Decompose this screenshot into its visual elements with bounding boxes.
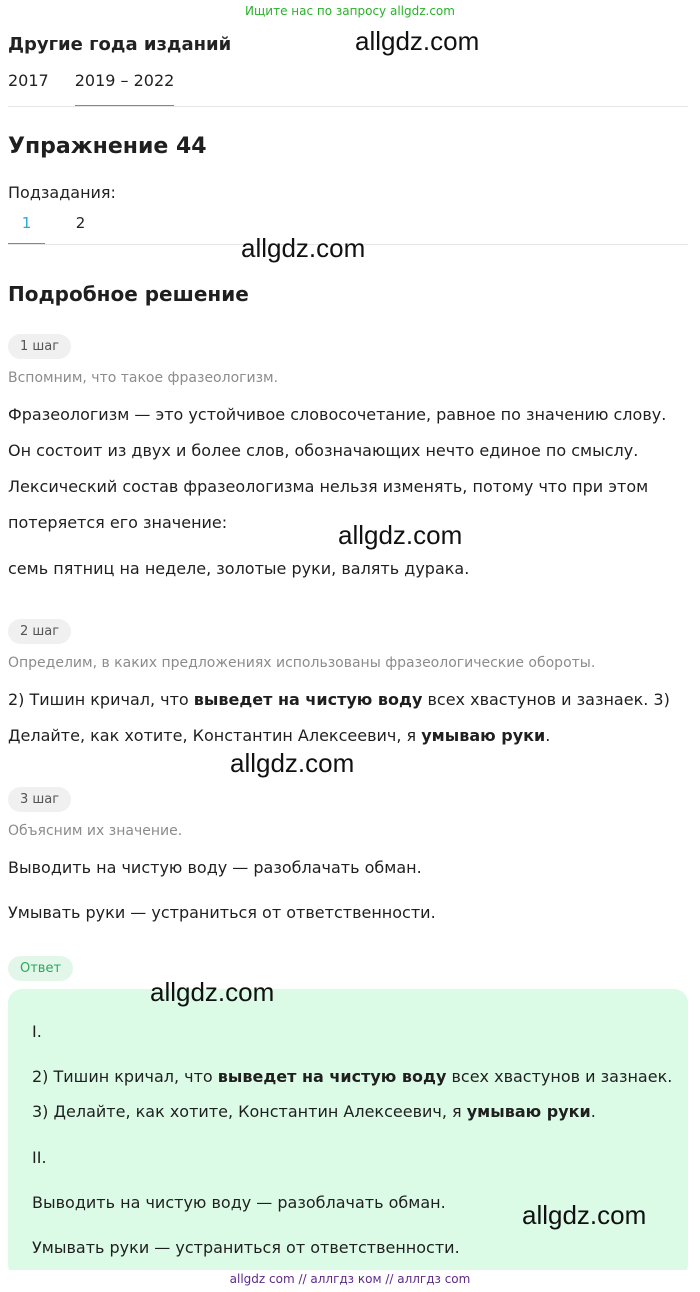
step-1-hint: Вспомним, что такое фразеологизм. bbox=[8, 370, 279, 386]
idiom-highlight: умываю руки bbox=[466, 1102, 591, 1121]
step-1-line: Фразеологизм — это устойчивое словосочетание, равное по значению слову. bbox=[8, 405, 667, 424]
answer-badge: Ответ bbox=[8, 956, 73, 981]
watermark: allgdz.com bbox=[338, 520, 463, 550]
search-banner: Ищите нас по запросу allgdz.com bbox=[245, 4, 455, 18]
step-1-examples: семь пятниц на неделе, золотые руки, валять дурака. bbox=[8, 559, 470, 578]
step-1-line: потеряется его значение: bbox=[8, 513, 228, 532]
answer-roman-1: I. bbox=[32, 1022, 42, 1041]
answer-box bbox=[8, 989, 688, 1279]
text: 3) Делайте, как хотите, Константин Алексеевич, я bbox=[32, 1102, 467, 1121]
step-2-badge: 2 шаг bbox=[8, 619, 71, 644]
text: 2) Тишин кричал, что bbox=[32, 1067, 218, 1086]
step-1-line: Лексический состав фразеологизма нельзя изменять, потому что при этом bbox=[8, 477, 649, 496]
text: . bbox=[590, 1102, 596, 1121]
text: 2) Тишин кричал, что bbox=[8, 690, 194, 709]
year-tabs bbox=[8, 71, 200, 107]
answer-line-4: Умывать руки — устраниться от ответственности. bbox=[32, 1238, 460, 1257]
text: . bbox=[545, 726, 551, 745]
watermark: allgdz.com bbox=[230, 748, 355, 778]
other-years-heading: Другие года изданий bbox=[8, 34, 232, 55]
subtask-tab-1[interactable]: 1 bbox=[8, 214, 45, 245]
watermark: allgdz.com bbox=[150, 977, 275, 1007]
solution-title: Подробное решение bbox=[8, 282, 249, 306]
subtask-tab-2[interactable]: 2 bbox=[75, 214, 86, 232]
footer-links[interactable]: allgdz com // аллгдз ком // аллгдз com bbox=[0, 1270, 700, 1292]
answer-line-3: Выводить на чистую воду — разоблачать обман. bbox=[32, 1193, 446, 1212]
step-3-hint: Объясним их значение. bbox=[8, 823, 183, 839]
subtasks-label: Подзадания: bbox=[8, 183, 116, 202]
watermark: allgdz.com bbox=[522, 1200, 647, 1230]
step-2-line-1 bbox=[8, 682, 692, 718]
step-3-badge: 3 шаг bbox=[8, 787, 71, 812]
step-2-hint: Определим, в каких предложениях использованы фразеологические обороты. bbox=[8, 655, 596, 671]
idiom-highlight: выведет на чистую воду bbox=[217, 1067, 447, 1086]
step-1-badge: 1 шаг bbox=[8, 334, 71, 359]
text: всех хвастунов и зазнаек. 3) bbox=[422, 690, 670, 709]
answer-roman-2: II. bbox=[32, 1148, 47, 1167]
step-3-line-2: Умывать руки — устраниться от ответственности. bbox=[8, 903, 436, 922]
answer-line-1 bbox=[32, 1067, 672, 1086]
step-2-text bbox=[8, 682, 692, 754]
idiom-highlight: умываю руки bbox=[421, 726, 546, 745]
watermark: allgdz.com bbox=[241, 233, 366, 263]
text: Делайте, как хотите, Константин Алексеевич, я bbox=[8, 726, 422, 745]
exercise-title: Упражнение 44 bbox=[8, 134, 207, 159]
text: всех хвастунов и зазнаек. bbox=[446, 1067, 673, 1086]
divider bbox=[8, 106, 688, 107]
year-tab-2019-2022[interactable]: 2019 – 2022 bbox=[75, 71, 201, 107]
watermark: allgdz.com bbox=[355, 26, 480, 56]
step-3-line-1: Выводить на чистую воду — разоблачать обман. bbox=[8, 858, 422, 877]
subtask-tabs bbox=[8, 214, 116, 245]
answer-line-2 bbox=[32, 1102, 596, 1121]
year-tab-2017[interactable]: 2017 bbox=[8, 71, 49, 90]
idiom-highlight: выведет на чистую воду bbox=[193, 690, 423, 709]
step-1-line: Он состоит из двух и более слов, обозначающих нечто единое по смыслу. bbox=[8, 441, 639, 460]
